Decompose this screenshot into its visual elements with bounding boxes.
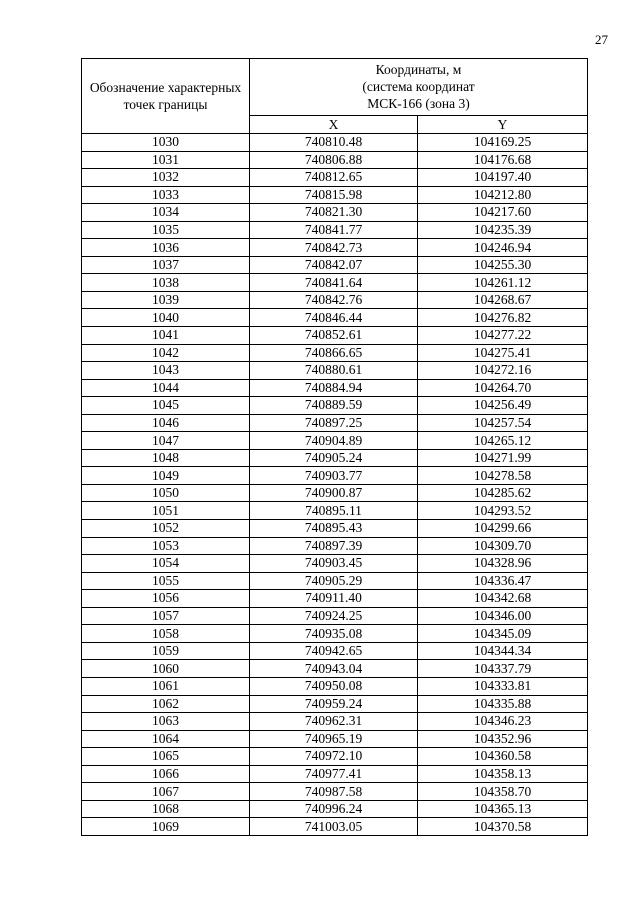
point-id-cell: 1060 bbox=[82, 660, 250, 678]
page-number: 27 bbox=[595, 32, 608, 47]
point-id-cell: 1042 bbox=[82, 344, 250, 362]
point-id-cell: 1035 bbox=[82, 221, 250, 239]
table-row bbox=[82, 660, 588, 678]
table-row bbox=[82, 502, 588, 520]
table-row bbox=[82, 309, 588, 327]
x-coordinate-cell: 740905.24 bbox=[250, 449, 418, 467]
point-id-cell: 1048 bbox=[82, 449, 250, 467]
y-coordinate-cell: 104346.23 bbox=[418, 713, 588, 731]
point-id-cell: 1041 bbox=[82, 327, 250, 345]
table-body bbox=[82, 134, 588, 836]
y-coordinate-cell: 104272.16 bbox=[418, 362, 588, 380]
x-coordinate-cell: 740962.31 bbox=[250, 713, 418, 731]
point-id-cell: 1053 bbox=[82, 537, 250, 555]
point-id-cell: 1049 bbox=[82, 467, 250, 485]
table-row bbox=[82, 555, 588, 573]
table-row bbox=[82, 765, 588, 783]
y-coordinate-cell: 104261.12 bbox=[418, 274, 588, 292]
point-id-cell: 1051 bbox=[82, 502, 250, 520]
x-coordinate-cell: 740884.94 bbox=[250, 379, 418, 397]
point-id-cell: 1030 bbox=[82, 134, 250, 152]
point-id-cell: 1043 bbox=[82, 362, 250, 380]
y-coordinate-cell: 104212.80 bbox=[418, 186, 588, 204]
x-coordinate-cell: 740904.89 bbox=[250, 432, 418, 450]
table-row bbox=[82, 134, 588, 152]
coordinates-header-line2: (система координат bbox=[362, 79, 475, 95]
x-coordinate-cell: 740972.10 bbox=[250, 748, 418, 766]
x-coordinate-cell: 740924.25 bbox=[250, 607, 418, 625]
coordinates-header-line1: Координаты, м bbox=[375, 62, 462, 78]
y-coordinate-cell: 104328.96 bbox=[418, 555, 588, 573]
point-id-cell: 1069 bbox=[82, 818, 250, 836]
point-id-cell: 1063 bbox=[82, 713, 250, 731]
x-coordinate-cell: 740866.65 bbox=[250, 344, 418, 362]
x-coordinate-cell: 740935.08 bbox=[250, 625, 418, 643]
y-coordinate-cell: 104255.30 bbox=[418, 256, 588, 274]
y-coordinate-cell: 104335.88 bbox=[418, 695, 588, 713]
x-coordinate-cell: 740821.30 bbox=[250, 204, 418, 222]
x-coordinate-cell: 741003.05 bbox=[250, 818, 418, 836]
point-id-cell: 1032 bbox=[82, 169, 250, 187]
point-id-cell: 1059 bbox=[82, 642, 250, 660]
y-coordinate-cell: 104277.22 bbox=[418, 327, 588, 345]
x-coordinate-cell: 740900.87 bbox=[250, 484, 418, 502]
table-row bbox=[82, 590, 588, 608]
table-row bbox=[82, 397, 588, 415]
point-id-cell: 1054 bbox=[82, 555, 250, 573]
x-coordinate-cell: 740895.11 bbox=[250, 502, 418, 520]
point-id-cell: 1034 bbox=[82, 204, 250, 222]
point-id-cell: 1038 bbox=[82, 274, 250, 292]
x-coordinate-cell: 740996.24 bbox=[250, 800, 418, 818]
y-coordinate-cell: 104345.09 bbox=[418, 625, 588, 643]
table-row bbox=[82, 291, 588, 309]
y-coordinate-cell: 104271.99 bbox=[418, 449, 588, 467]
table-row bbox=[82, 748, 588, 766]
y-coordinate-cell: 104264.70 bbox=[418, 379, 588, 397]
y-coordinate-cell: 104342.68 bbox=[418, 590, 588, 608]
point-id-cell: 1039 bbox=[82, 291, 250, 309]
x-coordinate-cell: 740942.65 bbox=[250, 642, 418, 660]
table-row bbox=[82, 362, 588, 380]
table-row bbox=[82, 625, 588, 643]
x-coordinate-cell: 740903.45 bbox=[250, 555, 418, 573]
point-id-cell: 1045 bbox=[82, 397, 250, 415]
table-row bbox=[82, 256, 588, 274]
y-coordinate-cell: 104336.47 bbox=[418, 572, 588, 590]
point-id-cell: 1046 bbox=[82, 414, 250, 432]
table-row bbox=[82, 818, 588, 836]
point-id-cell: 1068 bbox=[82, 800, 250, 818]
x-coordinate-cell: 740806.88 bbox=[250, 151, 418, 169]
x-coordinate-cell: 740842.76 bbox=[250, 291, 418, 309]
point-id-cell: 1033 bbox=[82, 186, 250, 204]
table-row bbox=[82, 204, 588, 222]
table-row bbox=[82, 730, 588, 748]
y-coordinate-cell: 104217.60 bbox=[418, 204, 588, 222]
point-id-cell: 1040 bbox=[82, 309, 250, 327]
x-coordinate-cell: 740897.39 bbox=[250, 537, 418, 555]
y-coordinate-cell: 104197.40 bbox=[418, 169, 588, 187]
y-coordinate-cell: 104346.00 bbox=[418, 607, 588, 625]
x-header: X bbox=[250, 115, 418, 133]
y-coordinate-cell: 104358.13 bbox=[418, 765, 588, 783]
y-coordinate-cell: 104309.70 bbox=[418, 537, 588, 555]
y-coordinate-cell: 104278.58 bbox=[418, 467, 588, 485]
x-coordinate-cell: 740852.61 bbox=[250, 327, 418, 345]
x-coordinate-cell: 740810.48 bbox=[250, 134, 418, 152]
x-coordinate-cell: 740846.44 bbox=[250, 309, 418, 327]
y-coordinate-cell: 104169.25 bbox=[418, 134, 588, 152]
table-row bbox=[82, 572, 588, 590]
table-row bbox=[82, 537, 588, 555]
x-coordinate-cell: 740812.65 bbox=[250, 169, 418, 187]
coordinates-header bbox=[250, 59, 588, 116]
x-coordinate-cell: 740841.64 bbox=[250, 274, 418, 292]
y-coordinate-cell: 104275.41 bbox=[418, 344, 588, 362]
y-coordinate-cell: 104365.13 bbox=[418, 800, 588, 818]
table-row bbox=[82, 607, 588, 625]
table-row bbox=[82, 783, 588, 801]
y-coordinate-cell: 104333.81 bbox=[418, 677, 588, 695]
y-coordinate-cell: 104246.94 bbox=[418, 239, 588, 257]
point-id-cell: 1065 bbox=[82, 748, 250, 766]
x-coordinate-cell: 740815.98 bbox=[250, 186, 418, 204]
y-coordinate-cell: 104358.70 bbox=[418, 783, 588, 801]
y-coordinate-cell: 104256.49 bbox=[418, 397, 588, 415]
y-coordinate-cell: 104257.54 bbox=[418, 414, 588, 432]
x-coordinate-cell: 740987.58 bbox=[250, 783, 418, 801]
point-id-cell: 1062 bbox=[82, 695, 250, 713]
point-id-cell: 1052 bbox=[82, 520, 250, 538]
x-coordinate-cell: 740911.40 bbox=[250, 590, 418, 608]
point-id-cell: 1057 bbox=[82, 607, 250, 625]
table-row bbox=[82, 695, 588, 713]
table-row bbox=[82, 449, 588, 467]
table-row bbox=[82, 379, 588, 397]
x-coordinate-cell: 740959.24 bbox=[250, 695, 418, 713]
point-id-cell: 1050 bbox=[82, 484, 250, 502]
table-row bbox=[82, 221, 588, 239]
point-id-cell: 1055 bbox=[82, 572, 250, 590]
point-id-cell: 1061 bbox=[82, 677, 250, 695]
y-coordinate-cell: 104268.67 bbox=[418, 291, 588, 309]
point-name-header: Обозначение характерных точек границы bbox=[82, 59, 250, 134]
x-coordinate-cell: 740905.29 bbox=[250, 572, 418, 590]
x-coordinate-cell: 740903.77 bbox=[250, 467, 418, 485]
table-row bbox=[82, 169, 588, 187]
table-row bbox=[82, 467, 588, 485]
coordinates-header-line3: МСК-166 (зона 3) bbox=[367, 96, 470, 112]
y-coordinate-cell: 104337.79 bbox=[418, 660, 588, 678]
y-coordinate-cell: 104360.58 bbox=[418, 748, 588, 766]
table-row bbox=[82, 800, 588, 818]
table-row bbox=[82, 677, 588, 695]
point-id-cell: 1031 bbox=[82, 151, 250, 169]
y-coordinate-cell: 104235.39 bbox=[418, 221, 588, 239]
point-id-cell: 1037 bbox=[82, 256, 250, 274]
point-id-cell: 1044 bbox=[82, 379, 250, 397]
x-coordinate-cell: 740950.08 bbox=[250, 677, 418, 695]
table-row bbox=[82, 520, 588, 538]
y-coordinate-cell: 104265.12 bbox=[418, 432, 588, 450]
table-row bbox=[82, 327, 588, 345]
point-id-cell: 1058 bbox=[82, 625, 250, 643]
x-coordinate-cell: 740880.61 bbox=[250, 362, 418, 380]
x-coordinate-cell: 740977.41 bbox=[250, 765, 418, 783]
y-header: Y bbox=[418, 115, 588, 133]
x-coordinate-cell: 740943.04 bbox=[250, 660, 418, 678]
table-row bbox=[82, 186, 588, 204]
x-coordinate-cell: 740965.19 bbox=[250, 730, 418, 748]
y-coordinate-cell: 104352.96 bbox=[418, 730, 588, 748]
table-row bbox=[82, 484, 588, 502]
y-coordinate-cell: 104370.58 bbox=[418, 818, 588, 836]
y-coordinate-cell: 104293.52 bbox=[418, 502, 588, 520]
y-coordinate-cell: 104344.34 bbox=[418, 642, 588, 660]
table-row bbox=[82, 642, 588, 660]
table-row bbox=[82, 239, 588, 257]
y-coordinate-cell: 104285.62 bbox=[418, 484, 588, 502]
x-coordinate-cell: 740897.25 bbox=[250, 414, 418, 432]
table-row bbox=[82, 151, 588, 169]
table-row bbox=[82, 414, 588, 432]
table-header bbox=[82, 59, 588, 134]
table-row bbox=[82, 713, 588, 731]
point-id-cell: 1036 bbox=[82, 239, 250, 257]
table-row bbox=[82, 274, 588, 292]
x-coordinate-cell: 740841.77 bbox=[250, 221, 418, 239]
y-coordinate-cell: 104176.68 bbox=[418, 151, 588, 169]
point-id-cell: 1056 bbox=[82, 590, 250, 608]
table-row bbox=[82, 432, 588, 450]
point-id-cell: 1064 bbox=[82, 730, 250, 748]
x-coordinate-cell: 740895.43 bbox=[250, 520, 418, 538]
table-row bbox=[82, 344, 588, 362]
point-id-cell: 1047 bbox=[82, 432, 250, 450]
point-id-cell: 1066 bbox=[82, 765, 250, 783]
y-coordinate-cell: 104299.66 bbox=[418, 520, 588, 538]
x-coordinate-cell: 740842.73 bbox=[250, 239, 418, 257]
coordinates-table bbox=[81, 58, 588, 836]
x-coordinate-cell: 740889.59 bbox=[250, 397, 418, 415]
point-id-cell: 1067 bbox=[82, 783, 250, 801]
x-coordinate-cell: 740842.07 bbox=[250, 256, 418, 274]
y-coordinate-cell: 104276.82 bbox=[418, 309, 588, 327]
